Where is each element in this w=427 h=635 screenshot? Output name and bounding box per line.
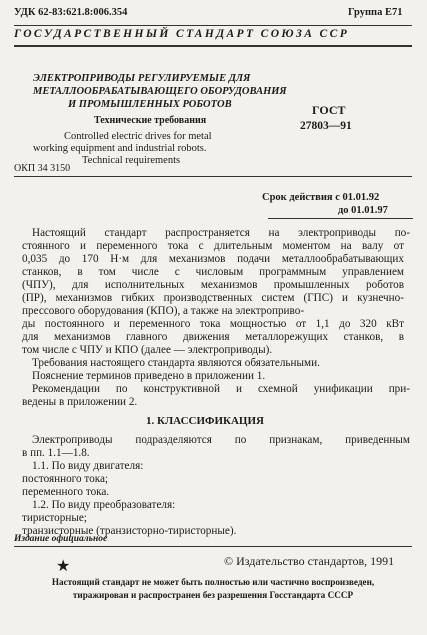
gost-number: 27803—91 bbox=[300, 120, 352, 132]
agency-title: ГОСУДАРСТВЕННЫЙ СТАНДАРТ СОЮЗА ССР bbox=[14, 28, 350, 40]
class-line-1: Электроприводы подразделяются по признакам, приведенным bbox=[32, 434, 410, 446]
recommend-line-1: Рекомендации по конструктивной и схемной унификации при- bbox=[32, 383, 410, 395]
title-ru-line-3: И ПРОМЫШЛЕННЫХ РОБОТОВ bbox=[68, 99, 232, 110]
star-icon: ★ bbox=[56, 558, 71, 575]
validity-to: до 01.01.97 bbox=[338, 205, 388, 216]
gost-label: ГОСТ bbox=[312, 103, 346, 117]
recommend-line-2: ведены в приложении 2. bbox=[22, 396, 138, 408]
intro-line-1: Настоящий стандарт распространяется на электроприводы по- bbox=[32, 227, 410, 239]
udc-code: УДК 62-83:621.8:006.354 bbox=[14, 7, 128, 18]
intro-line-3: 0,035 до 170 Н·м для механизмов подачи металлообрабатывающих bbox=[22, 253, 404, 265]
mandatory-text: Требования настоящего стандарта являются обязательными. bbox=[32, 357, 320, 369]
validity-from: Срок действия с 01.01.92 bbox=[262, 192, 380, 203]
class-line-6: 1.2. По виду преобразователя: bbox=[32, 499, 176, 511]
class-line-7: тиристорные; bbox=[22, 512, 87, 524]
intro-line-6: (ПР), механизмов гибких производственных систем (ГПС) и кузнечно-прессового оборудования (КПО), а также на электроприво- bbox=[22, 292, 404, 317]
intro-line-8: для механизмов главного движения металлорежущих станков, в bbox=[22, 331, 404, 343]
validity-rule bbox=[268, 218, 413, 219]
title-rule bbox=[14, 176, 412, 177]
official-edition: Издание официальное bbox=[14, 534, 108, 544]
title-ru-subtitle: Технические требования bbox=[94, 115, 207, 126]
title-en-line-1: Controlled electric drives for metal bbox=[64, 131, 212, 142]
notice-line-2: тиражирован и распространен без разрешения Госстандарта СССР bbox=[72, 590, 354, 600]
intro-line-9: том числе с ЧПУ и КПО (далее — электроприводы). bbox=[22, 344, 273, 356]
title-ru-line-1: ЭЛЕКТРОПРИВОДЫ РЕГУЛИРУЕМЫЕ ДЛЯ bbox=[33, 73, 251, 84]
class-line-5: переменного тока. bbox=[22, 486, 110, 498]
intro-line-2: стоянного и переменного тока с длительным моментом на валу от bbox=[22, 240, 404, 252]
header-rule-top bbox=[14, 25, 412, 26]
intro-line-7: ды постоянного и переменного тока мощностью от 1,1 до 320 кВт bbox=[22, 318, 404, 330]
header-rule-bottom bbox=[14, 45, 412, 47]
intro-line-4: станков, в том числе с числовым программным управлением bbox=[22, 266, 404, 278]
okp-code: ОКП 34 3150 bbox=[14, 163, 71, 174]
class-line-2: в пп. 1.1—1.8. bbox=[22, 447, 90, 459]
class-line-4: постоянного тока; bbox=[22, 473, 109, 485]
section-heading: 1. КЛАССИФИКАЦИЯ bbox=[146, 415, 264, 427]
terms-text: Пояснение терминов приведено в приложении 1. bbox=[32, 370, 266, 382]
copyright-text: © Издательство стандартов, 1991 bbox=[224, 554, 395, 568]
title-en-line-2: working equipment and industrial robots. bbox=[33, 143, 207, 154]
title-ru-line-2: МЕТАЛЛООБРАБАТЫВАЮЩЕГО ОБОРУДОВАНИЯ bbox=[33, 86, 287, 97]
notice-line-1: Настоящий стандарт не может быть полностью или частично воспроизведен, bbox=[51, 577, 375, 587]
class-line-3: 1.1. По виду двигателя: bbox=[32, 460, 144, 472]
intro-line-5: (ЧПУ), для исполнительных механизмов промышленных роботов bbox=[22, 279, 404, 291]
group-code: Группа Е71 bbox=[348, 7, 403, 18]
title-en-line-3: Technical requirements bbox=[82, 155, 181, 166]
footer-rule bbox=[14, 546, 412, 547]
class-line-8: транзисторные (транзисторно-тиристорные). bbox=[22, 525, 237, 537]
